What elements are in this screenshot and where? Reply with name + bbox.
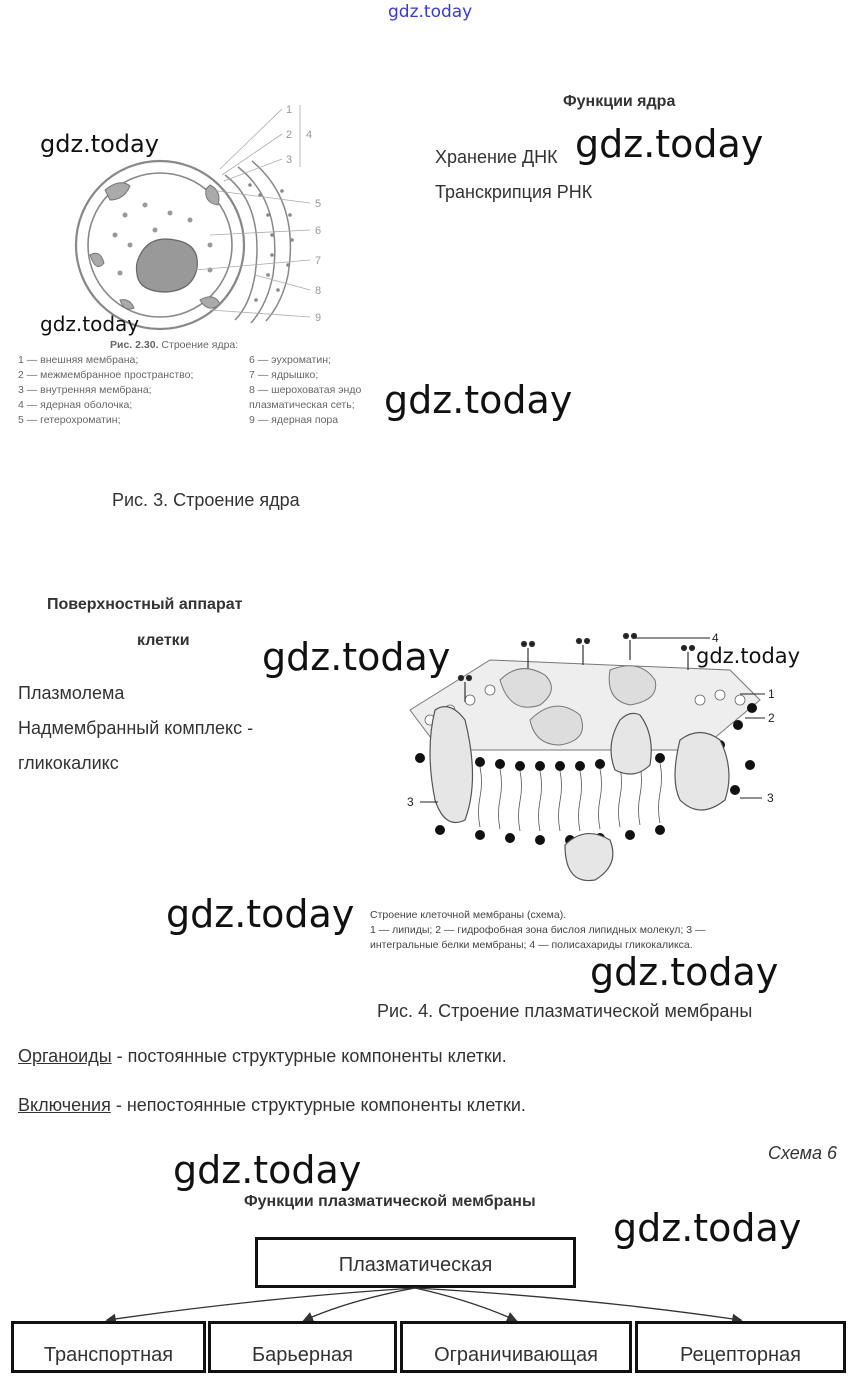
definition-inclusions [18, 1095, 526, 1116]
figure-4-caption: Рис. 4. Строение плазматической мембраны [377, 1001, 753, 1021]
nucleus-function-2: Транскрипция РНК [435, 182, 593, 202]
nucleus-caption-title [110, 338, 238, 353]
scheme-child-limiting [400, 1321, 632, 1373]
nucleus-label-1: 1 [286, 104, 293, 116]
watermark-nucleus-4: gdz.today [575, 122, 764, 166]
top-watermark: gdz.today [388, 2, 473, 22]
caption-line: 9 — ядерная пора [249, 414, 339, 426]
watermark-surface-3: gdz.today [166, 892, 355, 936]
surface-title-line2: клетки [137, 632, 190, 649]
scheme-arrow [108, 1288, 415, 1320]
scheme-child-label: Транспортная [43, 1343, 174, 1366]
heterochromatin-blob [105, 183, 130, 200]
caption-line: 6 — эухроматин; [249, 354, 331, 366]
caption-line: 4 — ядерная оболочка; [18, 399, 133, 411]
scheme-child-label: Рецепторная [680, 1343, 801, 1366]
heterochromatin-blob [90, 253, 104, 266]
nucleolus [136, 239, 197, 292]
scheme-label: Схема 6 [768, 1143, 837, 1163]
scheme-child-label: Ограничивающая [434, 1343, 598, 1366]
caption-line: 7 — ядрышко; [249, 369, 319, 381]
scheme-child-transport [11, 1321, 206, 1373]
nucleus-label-9: 9 [315, 312, 322, 324]
membrane-label-3-right: 3 [767, 791, 774, 805]
integral-protein [430, 707, 473, 823]
heterochromatin-blob [120, 300, 134, 309]
watermark-surface-4: gdz.today [590, 950, 779, 994]
euchromatin-dot [123, 213, 128, 218]
watermark-scheme-2: gdz.today [613, 1206, 802, 1250]
watermark-surface-2: gdz.today [696, 644, 801, 668]
scheme-arrow [305, 1288, 415, 1320]
surface-item-3: гликокаликс [18, 753, 119, 773]
euchromatin-dot [128, 243, 133, 248]
euchromatin-dot [118, 271, 123, 276]
scheme-child-barrier [208, 1321, 397, 1373]
caption-line: 3 — внутренняя мембрана; [18, 384, 152, 396]
euchromatin-dot [113, 233, 118, 238]
caption-line: 1 — липиды; 2 — гидрофобная зона бислоя липидных молекул; 3 — [370, 924, 706, 936]
caption-line: 8 — шероховатая эндо [249, 384, 362, 396]
euchromatin-dot [153, 228, 158, 233]
caption-line: интегральные белки мембраны; 4 — полисахариды гликокаликса. [370, 939, 693, 951]
nucleus-label-2: 2 [286, 129, 293, 141]
nucleus-caption-left [18, 353, 193, 428]
caption-line: 5 — гетерохроматин; [18, 414, 121, 426]
caption-line: плазматическая сеть; [249, 399, 355, 411]
scheme-child-label: Барьерная [251, 1343, 354, 1366]
euchromatin-dot [168, 211, 173, 216]
euchromatin-dot [188, 218, 193, 223]
membrane-label-2: 2 [768, 711, 775, 725]
figure-3-caption: Рис. 3. Строение ядра [112, 490, 300, 510]
nucleus-caption-right [249, 353, 361, 428]
heterochromatin-blob [206, 185, 219, 205]
membrane-label-1: 1 [768, 687, 775, 701]
membrane-caption [370, 908, 705, 953]
nucleus-label-5: 5 [315, 198, 322, 210]
nucleus-caption-title-rest: Строение ядра: [161, 339, 239, 351]
watermark-scheme-1: gdz.today [173, 1148, 362, 1192]
membrane-label-4: 4 [712, 631, 719, 645]
heterochromatin-blob [200, 297, 220, 308]
euchromatin-dot [143, 203, 148, 208]
watermark-nucleus-3: gdz.today [384, 378, 573, 422]
integral-protein [565, 834, 613, 881]
nucleus-label-7: 7 [315, 255, 322, 267]
scheme-arrow [415, 1288, 515, 1320]
definition-text: - постоянные структурные компоненты клетки. [111, 1046, 507, 1066]
nucleus-label-4: 4 [306, 129, 313, 141]
scheme-root-box [255, 1237, 576, 1288]
watermark-nucleus-2: gdz.today [40, 312, 140, 336]
caption-line: 1 — внешняя мембрана; [18, 354, 139, 366]
scheme-title: Функции плазматической мембраны [244, 1193, 536, 1210]
term-organoids: Органоиды [18, 1046, 112, 1066]
watermark-nucleus-1: gdz.today [40, 130, 159, 158]
integral-protein [675, 733, 729, 811]
scheme-child-receptor [635, 1321, 846, 1373]
euchromatin-dot [208, 243, 213, 248]
rough-er [252, 161, 290, 321]
caption-line: Строение клеточной мембраны (схема). [370, 909, 567, 921]
membrane-diagram [400, 630, 780, 890]
membrane-label-3-left: 3 [407, 795, 414, 809]
surface-item-1: Плазмолема [18, 683, 125, 703]
scheme-arrows [0, 1286, 859, 1326]
definition-organoids [18, 1046, 507, 1067]
surface-title-line1: Поверхностный аппарат [47, 596, 243, 613]
nucleus-caption-fig: Рис. 2.30. [110, 339, 159, 351]
definition-text: - непостоянные структурные компоненты клетки. [110, 1095, 526, 1115]
nucleus-label-3: 3 [286, 154, 293, 166]
scheme-arrow [415, 1288, 740, 1320]
term-inclusions: Включения [18, 1095, 111, 1115]
scheme-root-label: Плазматическая [338, 1254, 493, 1276]
watermark-surface-1: gdz.today [262, 635, 451, 679]
caption-line: 2 — межмембранное пространство; [18, 369, 194, 381]
nucleus-function-1: Хранение ДНК [435, 147, 558, 167]
nucleus-functions-title: Функции ядра [563, 93, 676, 110]
nucleus-label-6: 6 [315, 225, 322, 237]
nucleus-label-8: 8 [315, 285, 322, 297]
surface-item-2: Надмембранный комплекс - [18, 718, 254, 738]
